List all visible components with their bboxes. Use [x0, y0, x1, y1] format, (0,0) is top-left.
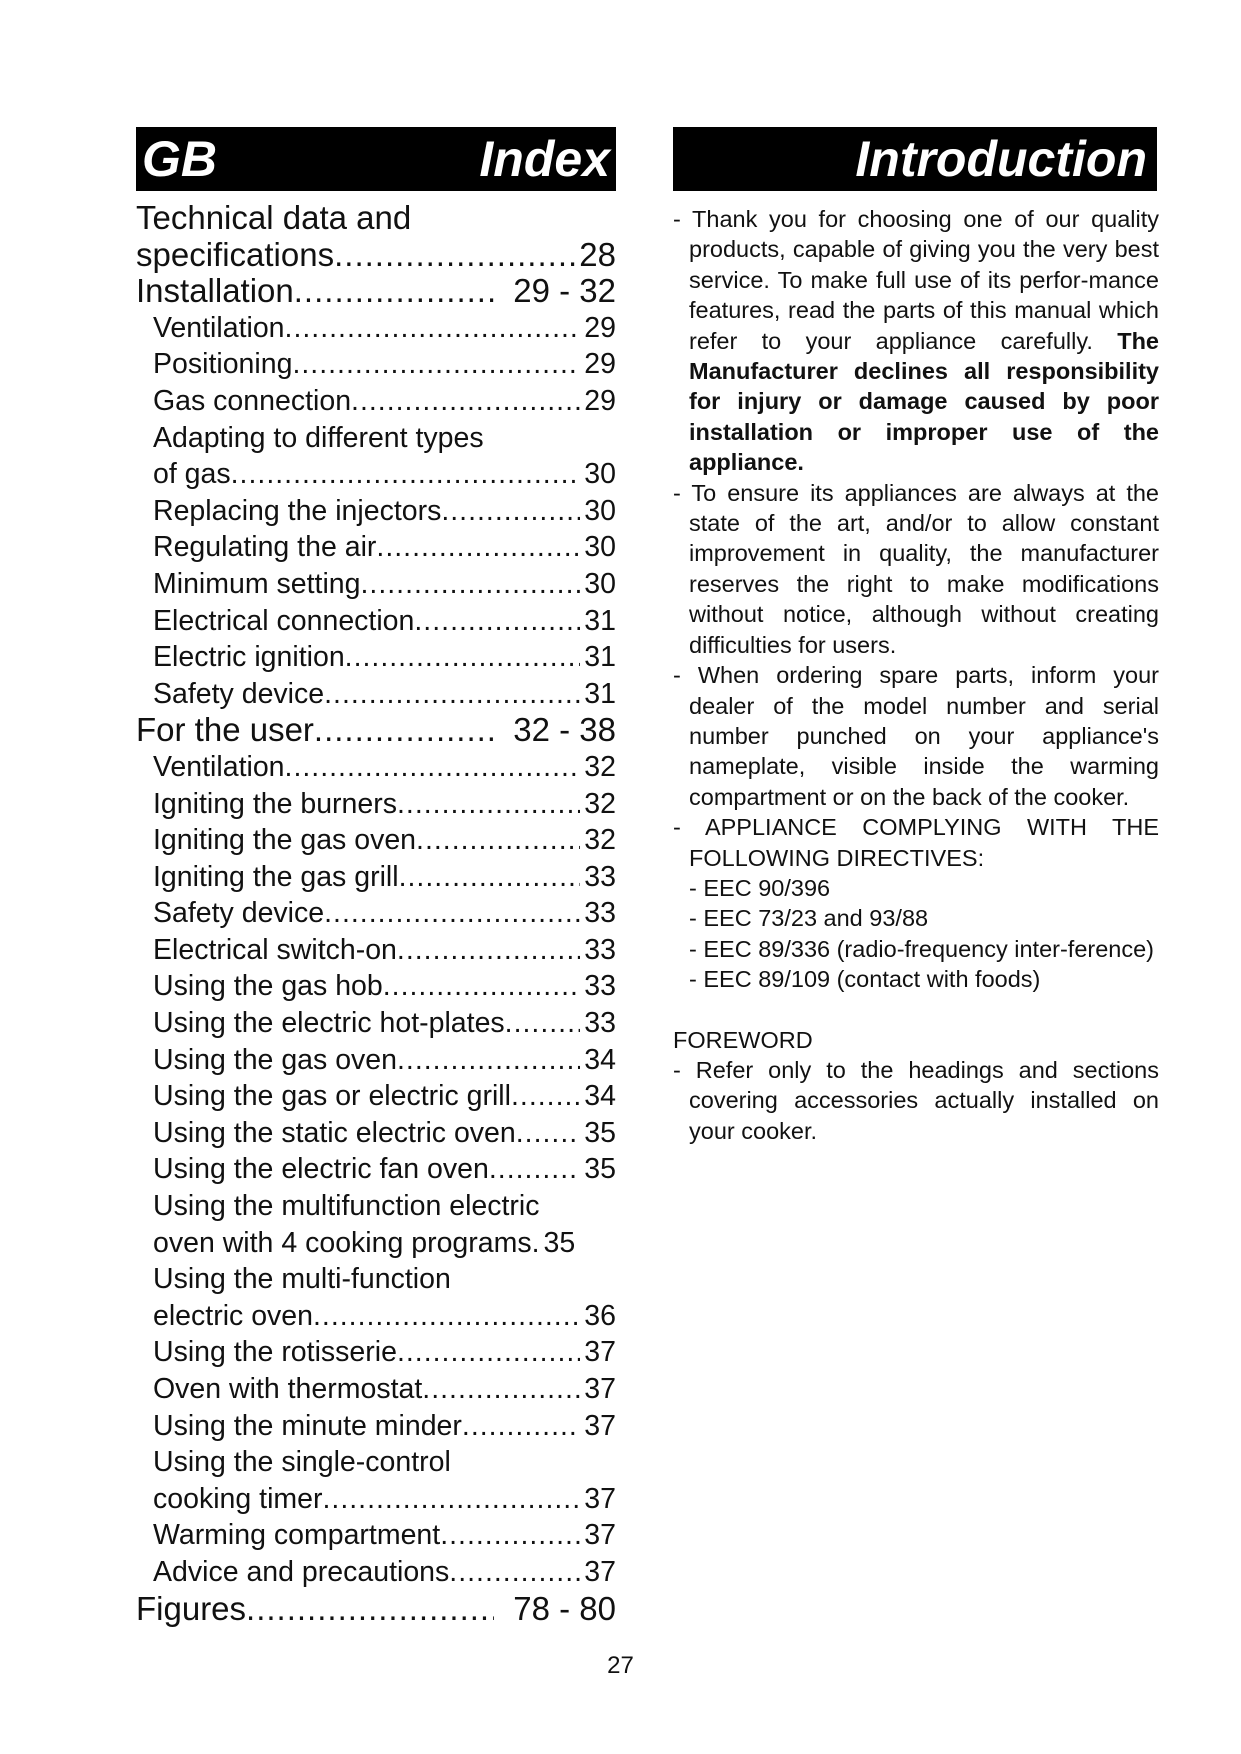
foreword-paragraph: - Refer only to the headings and sections covering accessories actually installed on your cooker.	[673, 1056, 1159, 1144]
index-entry[interactable]: Electrical switch-on ..... 33	[136, 932, 616, 969]
directive-item: - EEC 89/336 (radio-frequency inter-ference)	[689, 935, 1154, 962]
index-entry[interactable]: Using the electric fan oven ..... 35	[136, 1151, 616, 1188]
intro-paragraph: - To ensure its appliances are always at the state of the art, and/or to allow constant improvement in quality, the manufacturer reserves the right to make modifications without notice, although without creating difficulties for users.	[673, 479, 1159, 658]
index-entry[interactable]: Using the multifunction electric	[153, 1190, 540, 1223]
index-entry[interactable]: Adapting to different types	[153, 421, 484, 454]
index-entry[interactable]: Minimum setting ..... 30	[136, 566, 616, 603]
index-entry[interactable]: Advice and precautions ..... 37	[136, 1554, 616, 1591]
directive-item: - EEC 89/109 (contact with foods)	[689, 966, 1041, 993]
index-entry[interactable]: Positioning ..... 29	[136, 346, 616, 383]
country-code: GB	[142, 131, 217, 187]
index-entry[interactable]: Replacing the injectors ..... 30	[136, 493, 616, 530]
intro-paragraph: - APPLIANCE COMPLYING WITH THE FOLLOWING DIRECTIVES:	[673, 814, 1159, 871]
index-entry[interactable]: Using the gas oven ..... 34	[136, 1042, 616, 1079]
index-title: Index	[479, 131, 610, 187]
introduction-header-bar	[673, 127, 1157, 191]
index-entry[interactable]: Electrical connection ..... 31	[136, 603, 616, 640]
index-entry[interactable]: For the user ..... 32 - 38	[136, 712, 616, 749]
index-entry[interactable]: Oven with thermostat ..... 37	[136, 1371, 616, 1408]
index-entry[interactable]: of gas ..... 30	[136, 456, 616, 493]
index-entry[interactable]: Figures ..... 78 - 80	[136, 1591, 616, 1628]
index-entry[interactable]: Electric ignition ..... 31	[136, 639, 616, 676]
index-entry[interactable]: Safety device ..... 31	[136, 676, 616, 713]
index-entry[interactable]: Using the minute minder ..... 37	[136, 1408, 616, 1445]
index-entry[interactable]: Installation ..... 29 - 32	[136, 273, 616, 310]
directive-item: - EEC 90/396	[689, 874, 831, 901]
index-entry[interactable]: Technical data and	[136, 199, 412, 236]
index-list	[136, 200, 616, 1627]
disclaimer-text: The Manufacturer declines all responsibility for injury or damage caused by poor installation or improper use of the appliance.	[689, 327, 1159, 476]
index-entry[interactable]: electric oven ..... 36	[136, 1298, 616, 1335]
index-entry[interactable]: Ventilation ..... 32	[136, 749, 616, 786]
index-entry[interactable]: Using the gas hob ..... 33	[136, 968, 616, 1005]
index-entry[interactable]: Regulating the air ..... 30	[136, 529, 616, 566]
index-entry[interactable]: Safety device ..... 33	[136, 895, 616, 932]
index-entry[interactable]: Using the rotisserie ..... 37	[136, 1334, 616, 1371]
index-entry[interactable]: Igniting the burners ..... 32	[136, 786, 616, 823]
intro-paragraph: - Thank you for choosing one of our quality products, capable of giving you the very best service. To make full use of its perfor-mance features, read the parts of this manual which refer to your appliance carefully. The Manufacturer declines all responsibility for injury or damage caused by poor installation or improper use of the appliance.	[673, 206, 1159, 476]
index-entry[interactable]: oven with 4 cooking programs. 35	[153, 1226, 576, 1259]
index-entry[interactable]: Igniting the gas oven ..... 32	[136, 822, 616, 859]
introduction-title: Introduction	[855, 131, 1147, 187]
index-header-bar	[136, 127, 616, 191]
index-entry[interactable]: Igniting the gas grill ..... 33	[136, 859, 616, 896]
index-entry[interactable]: Using the gas or electric grill ..... 34	[136, 1078, 616, 1115]
index-entry[interactable]: Gas connection ..... 29	[136, 383, 616, 420]
directive-item: - EEC 73/23 and 93/88	[689, 905, 929, 932]
index-entry[interactable]: Using the single-control	[153, 1446, 451, 1479]
index-entry[interactable]: cooking timer ..... 37	[136, 1481, 616, 1518]
foreword-heading: FOREWORD	[673, 1026, 813, 1053]
introduction-text	[673, 204, 1159, 1146]
index-entry[interactable]: Using the static electric oven ..... 35	[136, 1115, 616, 1152]
index-entry[interactable]: Using the multi-function	[153, 1263, 451, 1296]
intro-paragraph: - When ordering spare parts, inform your dealer of the model number and serial number punched on your appliance's nameplate, visible inside the warming compartment or on the back of the cooker.	[673, 662, 1159, 810]
index-entry[interactable]: Using the electric hot-plates ..... 33	[136, 1005, 616, 1042]
index-entry[interactable]: Warming compartment ..... 37	[136, 1517, 616, 1554]
page-number: 27	[607, 1652, 634, 1679]
index-entry[interactable]: specifications ..... 28	[136, 237, 616, 274]
index-entry[interactable]: Ventilation ..... 29	[136, 310, 616, 347]
